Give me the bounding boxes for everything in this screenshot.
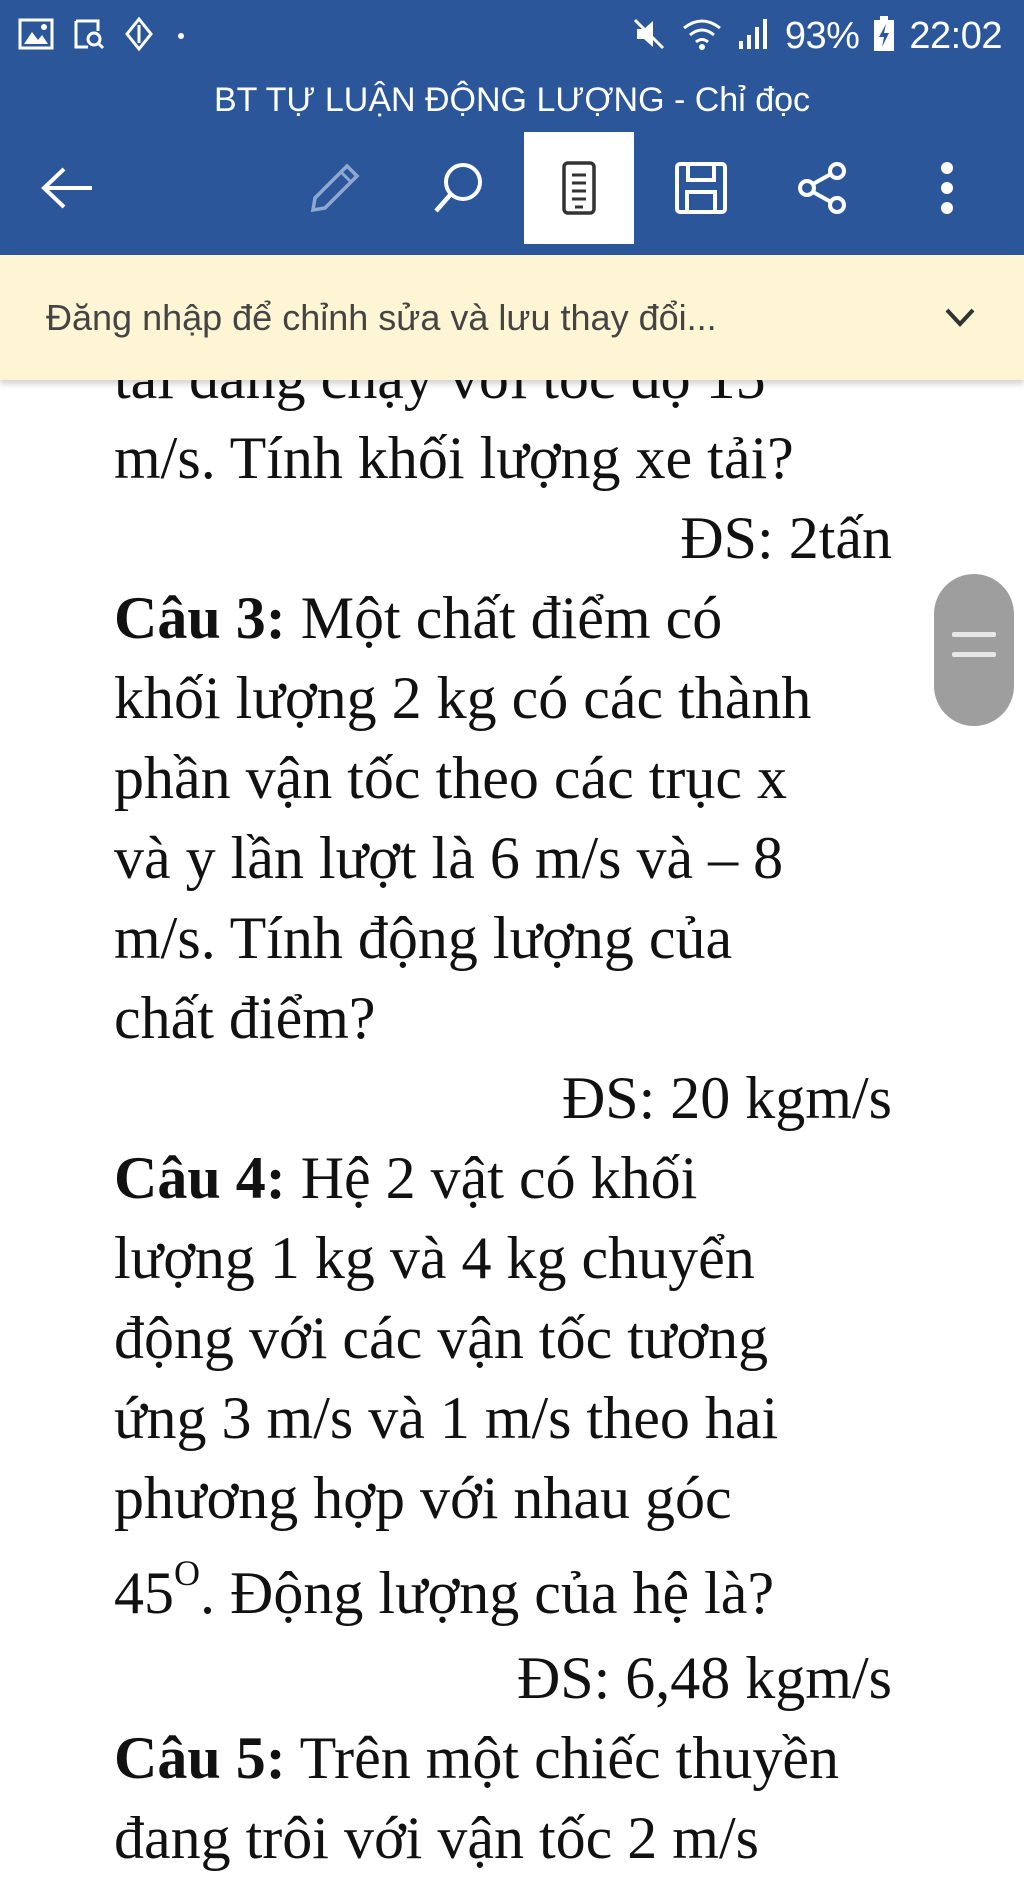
battery-charging-icon: [873, 16, 895, 57]
back-arrow-icon: [38, 166, 96, 210]
toolbar: [0, 130, 1024, 248]
text-line: ứng 3 m/s và 1 m/s theo hai: [114, 1385, 779, 1451]
battery-percent: 93%: [784, 14, 860, 57]
question-text: Trên một chiếc thuyền: [285, 1725, 839, 1791]
mobile-view-icon: [561, 160, 597, 216]
question-3-line: [114, 578, 914, 658]
status-system: [631, 12, 1002, 60]
sign-in-banner-text: Đăng nhập để chỉnh sửa và lưu thay đổi...: [46, 297, 717, 338]
partial-text-line: đang trôi với vận tốc 2 m/s: [114, 1805, 759, 1871]
vpn-icon: [124, 17, 154, 56]
document-view[interactable]: [0, 380, 1024, 1871]
text-line: phương hợp với nhau góc: [114, 1465, 732, 1531]
question-4-line: [114, 1138, 914, 1218]
answer-line: ĐS: 20 kgm/s: [561, 1065, 892, 1131]
document-text: [114, 338, 914, 1878]
app-header: [0, 0, 1024, 255]
question-text: Hệ 2 vật có khối: [285, 1145, 698, 1211]
clock: 22:02: [909, 14, 1002, 57]
text-segment: . Động lượng của hệ là?: [200, 1560, 775, 1626]
search-icon: [431, 160, 487, 216]
signal-icon: [737, 17, 771, 56]
wifi-icon: [681, 17, 723, 56]
more-options-button[interactable]: [892, 132, 1002, 244]
more-notifications-dot: [178, 33, 184, 39]
image-icon: [18, 18, 54, 55]
chevron-down-icon[interactable]: [942, 299, 978, 340]
grip-line: [952, 632, 996, 637]
back-button[interactable]: [12, 132, 122, 244]
more-options-icon: [939, 160, 955, 216]
mute-icon: [631, 16, 667, 57]
text-line: khối lượng 2 kg có các thành: [114, 665, 812, 731]
status-bar: [0, 0, 1024, 74]
share-button[interactable]: [768, 132, 878, 244]
document-title: BT TỰ LUẬN ĐỘNG LƯỢNG - Chỉ đọc: [213, 81, 811, 119]
question-text: Một chất điểm có: [285, 585, 723, 651]
grip-line: [952, 652, 996, 657]
question-label: Câu 4:: [114, 1145, 286, 1211]
text-line: chất điểm?: [114, 985, 376, 1051]
edit-pencil-icon: [309, 162, 361, 214]
sign-in-banner[interactable]: [0, 255, 1024, 380]
angle-value: 45: [114, 1560, 174, 1626]
share-icon: [795, 160, 851, 216]
text-line: m/s. Tính động lượng của: [114, 905, 733, 971]
question-5-line: [114, 1718, 914, 1798]
text-line: m/s. Tính khối lượng xe tải?: [114, 425, 794, 491]
screenshot-icon: [72, 17, 106, 56]
degree-superscript: O: [174, 1553, 200, 1593]
answer-line: ĐS: 2tấn: [680, 505, 892, 571]
status-notifications: [18, 16, 184, 56]
text-line: và y lần lượt là 6 m/s và – 8: [114, 825, 784, 891]
search-button[interactable]: [404, 132, 514, 244]
text-line: động với các vận tốc tương: [114, 1305, 769, 1371]
text-line: phần vận tốc theo các trục x: [114, 745, 788, 811]
scroll-handle[interactable]: [934, 574, 1014, 726]
save-button[interactable]: [646, 132, 756, 244]
mobile-view-button[interactable]: [524, 132, 634, 244]
question-label: Câu 5:: [114, 1725, 286, 1791]
text-line-with-superscript: [114, 1538, 914, 1638]
save-icon: [673, 160, 729, 216]
edit-button[interactable]: [280, 132, 390, 244]
answer-line: ĐS: 6,48 kgm/s: [516, 1645, 892, 1711]
text-line: lượng 1 kg và 4 kg chuyển: [114, 1225, 755, 1291]
question-label: Câu 3:: [114, 585, 286, 651]
